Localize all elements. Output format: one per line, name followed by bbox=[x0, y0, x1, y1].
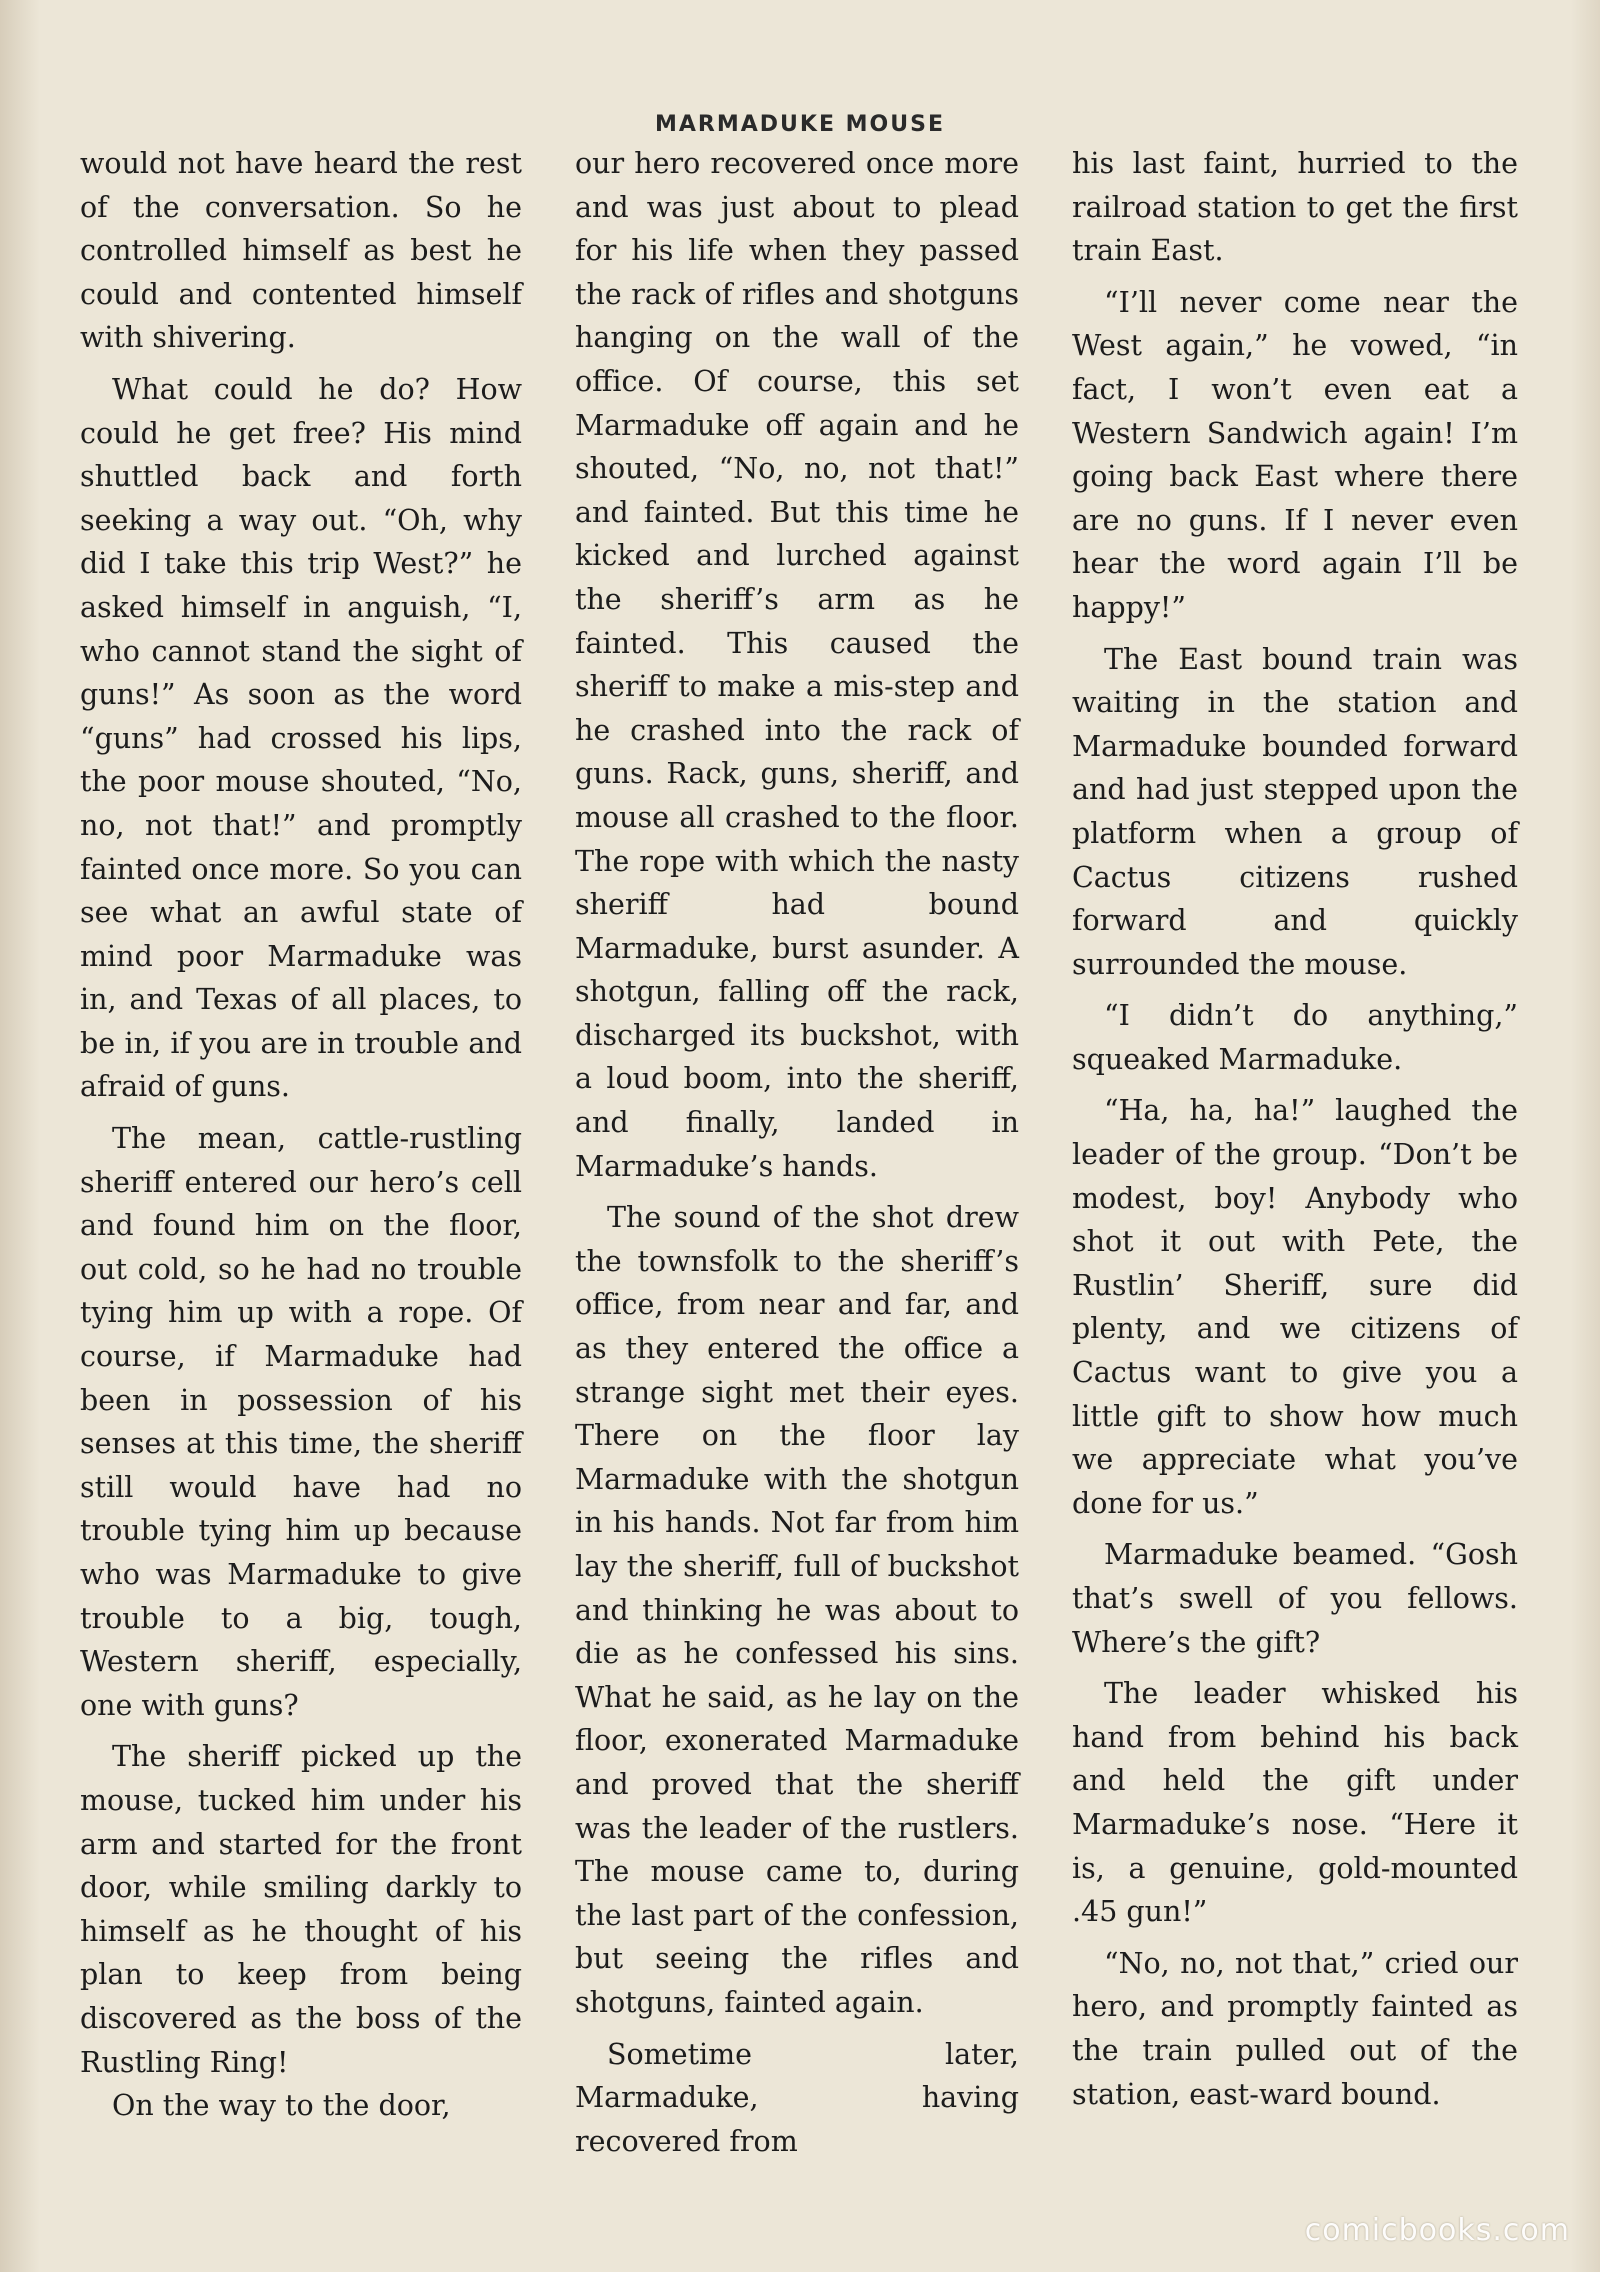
paragraph: his last faint, hurried to the railroad station to get the first train East. bbox=[1072, 147, 1518, 268]
paragraph: The sheriff picked up the mouse, tucked him under his arm and started for the front door, while smiling darkly to himself as he thought of his plan to keep from being discovered as the boss of the Rustling Ring! bbox=[80, 1740, 522, 2079]
paragraph: “I’ll never come near the West again,” he vowed, “in fact, I won’t even eat a Western Sandwich again! I’m going back East where there are no guns. If I never even hear the word again I’ll be happy!” bbox=[1072, 285, 1518, 624]
paragraph: Marmaduke beamed. “Gosh that’s swell of you fellows. Where’s the gift? bbox=[1072, 1538, 1518, 1659]
paragraph: Sometime later, Marmaduke, having recovered from bbox=[575, 2037, 1019, 2158]
paragraph: The sound of the shot drew the townsfolk to the sheriff’s office, from near and far, and as they entered the office a strange sight met their eyes. There on the floor lay Marmaduke with the shotgun in his hands. Not far from him lay the sheriff, full of buckshot and thinking he was about to die as he confessed his sins. What he said, as he lay on the floor, exonerated Marmaduke and proved that the sheriff was the leader of the rustlers. The mouse came to, during the last part of the confession, but seeing the rifles and shotguns, fainted again. bbox=[575, 1201, 1019, 2019]
paragraph: What could he do? How could he get free? His mind shuttled back and forth seeking a way out. “Oh, why did I take this trip West?” he asked himself in anguish, “I, who cannot stand the sight of guns!” As soon as the word “guns” had crossed his lips, the poor mouse shouted, “No, no, not that!” and promptly fainted once more. So you can see what an awful state of mind poor Marmaduke was in, and Texas of all places, to be in, if you are in trouble and afraid of guns. bbox=[80, 372, 522, 1104]
paragraph: The leader whisked his hand from behind his back and held the gift under Marmaduke’s nose. “Here it is, a genuine, gold-mounted .45 gun!” bbox=[1072, 1677, 1518, 1929]
paragraph: On the way to the door, bbox=[112, 2089, 451, 2123]
paragraph: “No, no, not that,” cried our hero, and promptly fainted as the train pulled out of the station, east-ward bound. bbox=[1072, 1946, 1518, 2111]
paragraph: “Ha, ha, ha!” laughed the leader of the group. “Don’t be modest, boy! Anybody who shot it out with Pete, the Rustlin’ Sheriff, sure did plenty, and we citizens of Cactus want to give you a little gift to show how much we appreciate what you’ve done for us.” bbox=[1072, 1094, 1518, 1520]
paragraph: our hero recovered once more and was just about to plead for his life when they passed the rack of rifles and shotguns hanging on the wall of the office. Of course, this set Marmaduke off again and he shouted, “No, no, not that!” and fainted. But this time he kicked and lurched against the sheriff’s arm as he fainted. This caused the sheriff to make a mis-step and he crashed into the rack of guns. Rack, guns, sheriff, and mouse all crashed to the floor. The rope with which the nasty sheriff had bound Marmaduke, burst asunder. A shotgun, falling off the rack, discharged its buckshot, with a loud boom, into the sheriff, and finally, landed in Marmaduke’s hands. bbox=[575, 147, 1019, 1183]
paragraph: “I didn’t do anything,” squeaked Marmaduke. bbox=[1072, 999, 1518, 1076]
paragraph: The East bound train was waiting in the station and Marmaduke bounded forward and had just stepped upon the platform when a group of Cactus citizens rushed forward and quickly surrounded the mouse. bbox=[1072, 642, 1518, 981]
paragraph: The mean, cattle-rustling sheriff entered our hero’s cell and found him on the floor, out cold, so he had no trouble tying him up with a rope. Of course, if Marmaduke had been in possession of his senses at this time, the sheriff still would have had no trouble tying him up because who was Marmaduke to give trouble to a big, tough, Western sheriff, especially, one with guns? bbox=[80, 1122, 522, 1722]
text-column-1 bbox=[80, 142, 522, 2128]
text-column-3 bbox=[1072, 142, 1518, 2116]
text-column-2 bbox=[575, 142, 1019, 2163]
paragraph: would not have heard the rest of the conversation. So he controlled himself as best he could and contented himself with shivering. bbox=[80, 147, 522, 355]
running-header: MARMADUKE MOUSE bbox=[655, 112, 945, 137]
watermark: comicbooks.com bbox=[1304, 2213, 1570, 2248]
